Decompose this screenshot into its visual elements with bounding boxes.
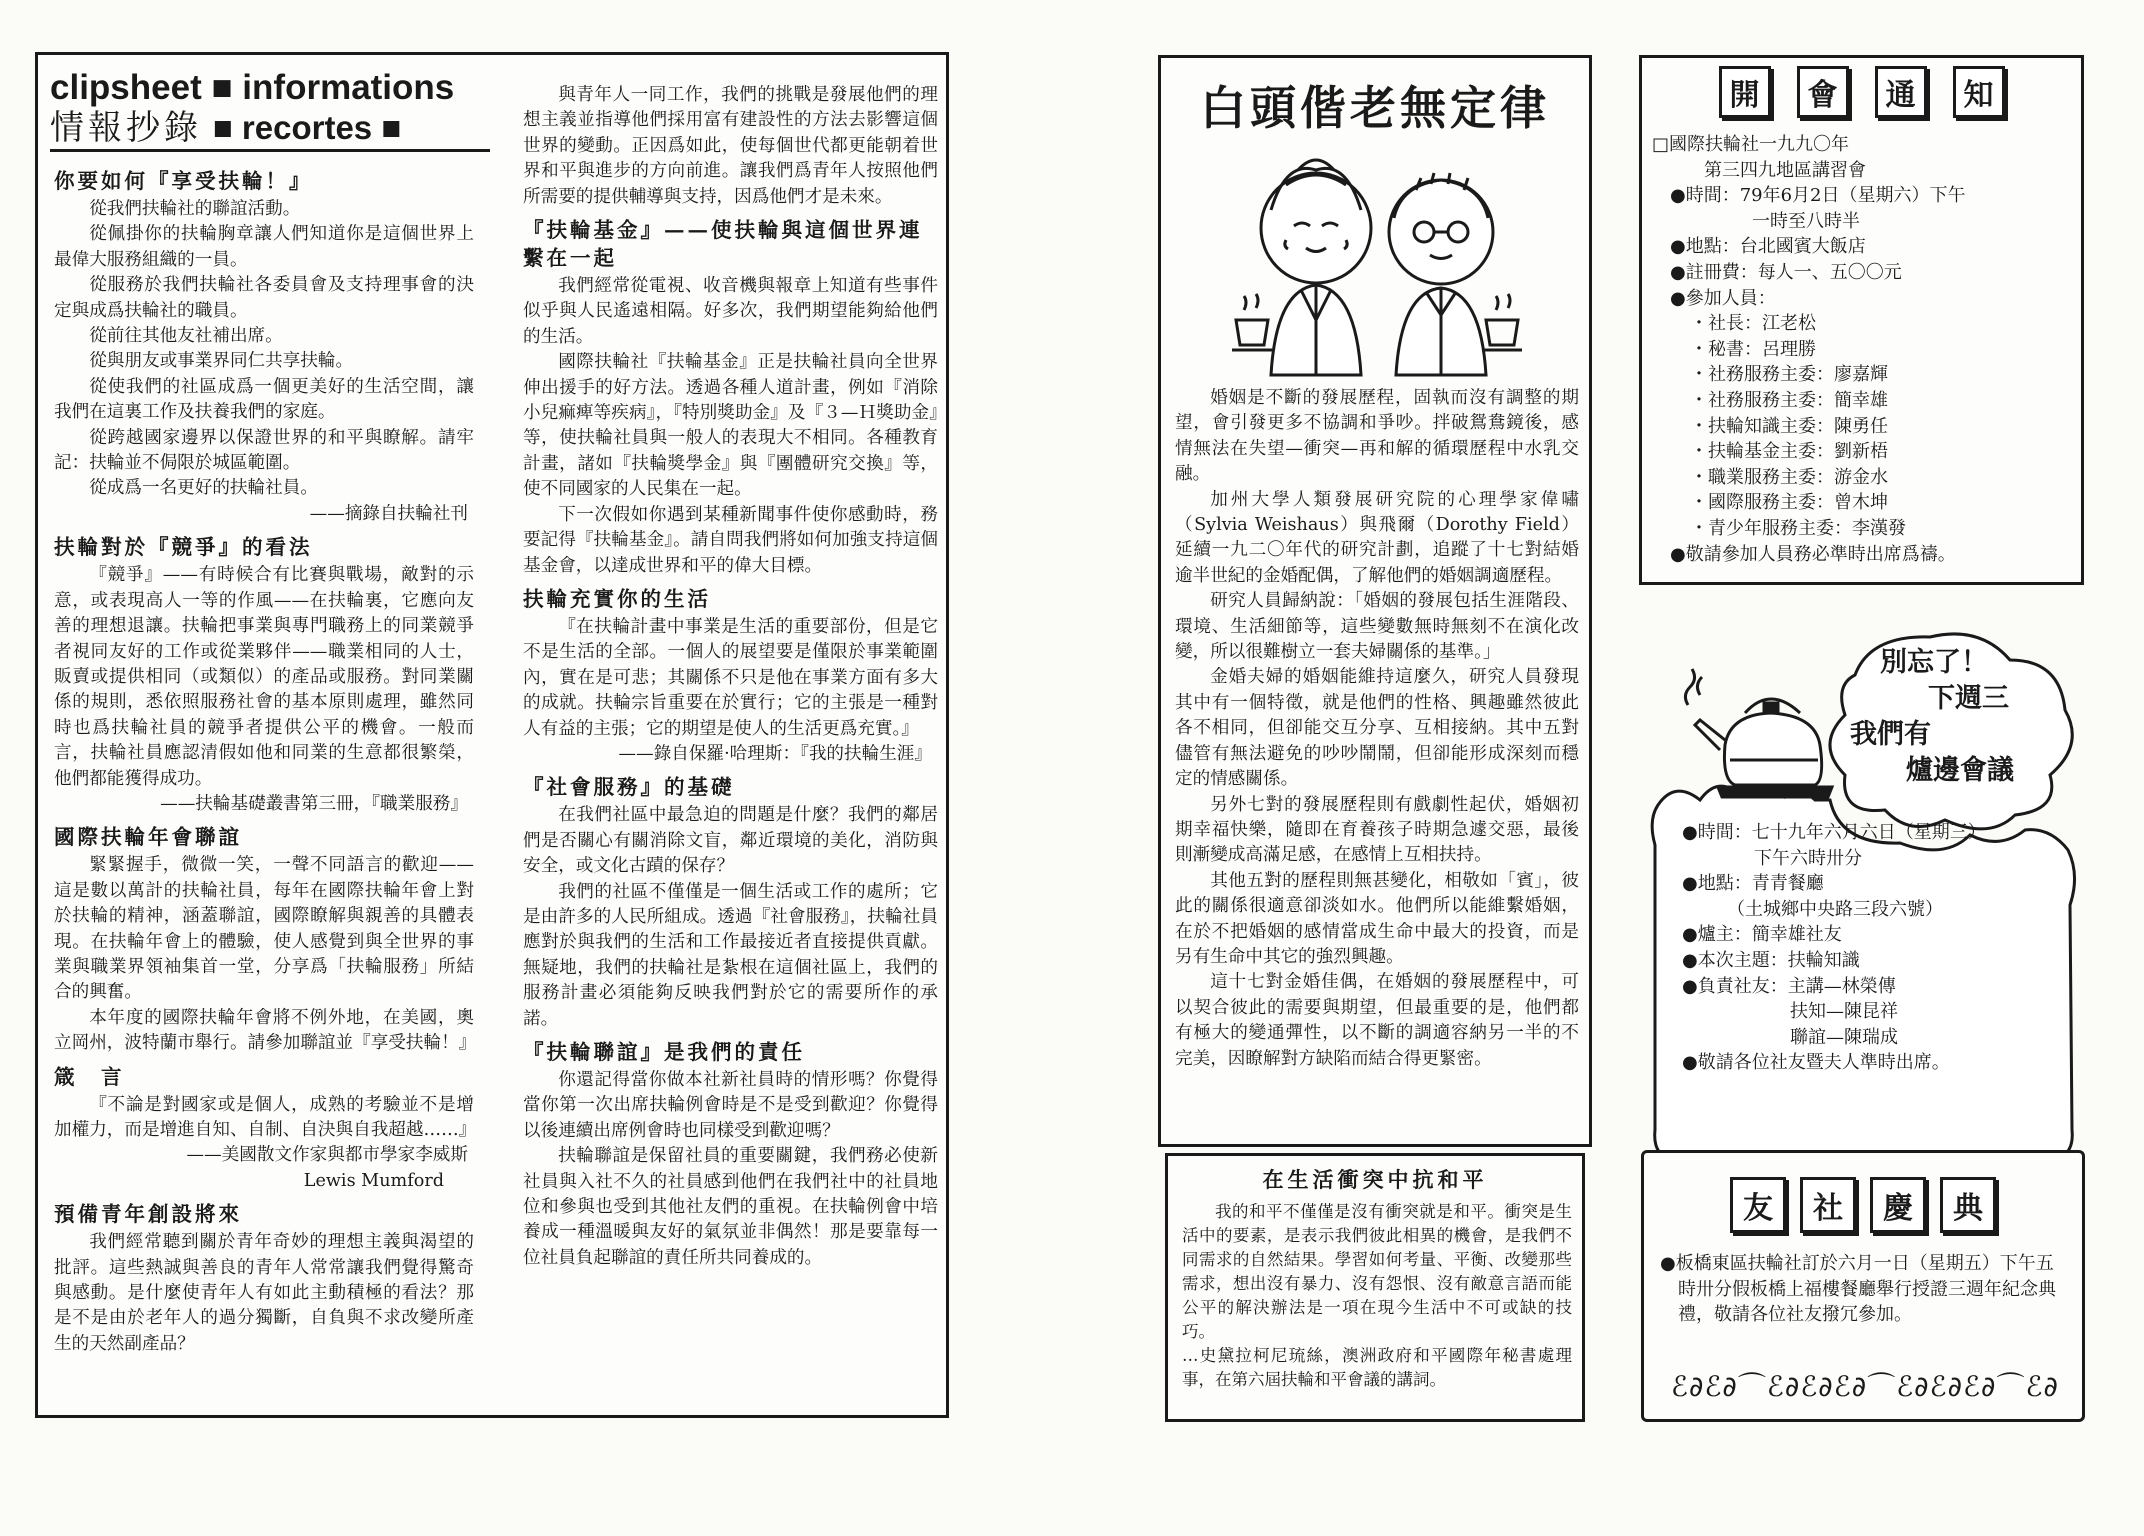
paragraph: 我們經常從電視、收音機與報章上知道有些事件似乎與人民遙遠相隔。好多次，我們期望能夠給他們的生活。 xyxy=(523,276,938,347)
notice-footer: ●敬請參加人員務必準時出席爲禱。 xyxy=(1670,543,1956,565)
attendee-item: ・青少年服務主委：李漢發 xyxy=(1690,517,1906,539)
notice-heading: □國際扶輪社一九九〇年 xyxy=(1652,134,1850,155)
peace-body xyxy=(1182,1200,1572,1392)
clipsheet-column-1 xyxy=(54,161,477,1357)
meeting-notice xyxy=(1639,55,2084,585)
title-char: 典 xyxy=(1940,1177,1996,1233)
notice-attendees-label: ●參加人員： xyxy=(1670,287,1776,309)
paragraph: 從跨越國家邊界以保證世界的和平與瞭解。請牢記：扶輪並不侷限於城區範圍。 xyxy=(54,427,474,474)
attendee-item: ・社務服務主委：簡幸雄 xyxy=(1690,389,1888,411)
decorative-border: ℰ∂ℰ∂⌒ℰ∂ℰ∂ℰ∂⌒ℰ∂ℰ∂ℰ∂⌒ℰ∂ xyxy=(1671,1370,2059,1403)
attendee-item: ・扶輪知識主委：陳勇任 xyxy=(1690,415,1888,437)
attendee-item: ・職業服務主委：游金水 xyxy=(1690,466,1888,488)
fireside-line: 下午六時卅分 xyxy=(1682,847,1862,869)
cloud-text xyxy=(1850,645,2060,789)
marriage-title: 白頭偕老無定律 xyxy=(1200,81,1550,135)
title-char: 開 xyxy=(1719,66,1771,118)
paragraph: 從成爲一名更好的扶輪社員。 xyxy=(89,478,318,499)
source-credit: ——摘錄自扶輪社刊 xyxy=(309,503,468,524)
paragraph: 你還記得當你做本社新社員時的情形嗎？你覺得當你第一次出席扶輪例會時是不是受到歡迎？你覺得以後連續出席例會時也同樣受到歡迎嗎？ xyxy=(523,1070,938,1141)
paragraph: 從與朋友或事業界同仁共享扶輪。 xyxy=(89,351,354,372)
peace-title: 在生活衝突中抗和平 xyxy=(1262,1167,1488,1192)
title-char: 通 xyxy=(1875,66,1927,118)
fireside-line: ●時間：七十九年六月六日（星期三） xyxy=(1682,822,1986,843)
paragraph: 緊緊握手，微微一笑，一聲不同語言的歡迎——這是數以萬計的扶輪社員，每年在國際扶輪年會上對於扶輪的精神，涵蓋聯誼，國際瞭解與親善的具體表現。在扶輪年會上的體驗，使人感覺到與全世界的事業與職業界領袖集首一堂，分享爲「扶輪服務」所結合的興奮。 xyxy=(54,855,474,1003)
paragraph: 婚姻是不斷的發展歷程，固執而沒有調整的期望，會引發更多不協調和爭吵。拌破鴛鴦鏡後，感情無法在失望—衝突—再和解的循環歷程中水乳交融。 xyxy=(1175,388,1579,485)
paragraph: 在我們社區中最急迫的問題是什麼？我們的鄰居們是否關心有關消除文盲，鄰近環境的美化，消防與安全，或文化古蹟的保存？ xyxy=(523,805,938,877)
paragraph: 從前往其他友社補出席。 xyxy=(89,326,283,347)
attendee-item: ・社長：江老松 xyxy=(1690,313,1816,335)
celebration-notice xyxy=(1641,1150,2085,1422)
fireside-line: 聯誼—陳瑞成 xyxy=(1682,1026,1898,1048)
marriage-article xyxy=(1158,55,1592,1147)
paragraph: 下一次假如你遇到某種新聞事件使你感動時，務要記得『扶輪基金』。請自問我們將如何加強支持這個基金會，以達成世界和平的偉大目標。 xyxy=(523,504,938,576)
paragraph: 與青年人一同工作，我們的挑戰是發展他們的理想主義並指導他們採用富有建設性的方法去影響這個世界的變動。正因爲如此，使每個世代都更能朝着世界和平與進步的方向前進。讓我們爲青年人按照他們所需要的提供輔導與支持，因爲他們才是未來。 xyxy=(523,85,938,207)
paragraph: 本年度的國際扶輪年會將不例外地，在美國，奧立岡州，波特蘭市舉行。請參加聯誼並『享受扶輪！』 xyxy=(54,1007,477,1054)
cloud-line: 下週三 xyxy=(1928,683,2009,714)
title-char: 友 xyxy=(1730,1177,1786,1233)
title-char: 知 xyxy=(1953,66,2005,118)
fireside-details xyxy=(1682,820,2072,1076)
section-title: 扶輪對於『競爭』的看法 xyxy=(54,535,313,560)
notice-place: ●地點：台北國賓大飯店 xyxy=(1670,236,1866,258)
paragraph: 這十七對金婚佳偶，在婚姻的發展歷程中，可以契合彼此的需要與期望，但最重要的是，他們都有極大的變通彈性，以不斷的調適容納另一半的不完美，因瞭解對方缺陷而結合得更緊密。 xyxy=(1175,972,1579,1069)
notice-title xyxy=(1642,66,2081,118)
paragraph: 從使我們的社區成爲一個更美好的生活空間，讓我們在這裏工作及扶養我們的家庭。 xyxy=(54,376,474,423)
clipsheet-column-2 xyxy=(523,83,938,1271)
banner-chinese: 情報抄錄 xyxy=(50,108,202,148)
cloud-line: 別忘了！ xyxy=(1880,647,1988,678)
clipsheet-banner xyxy=(50,69,490,152)
section-title: 『扶輪聯誼』是我們的責任 xyxy=(523,1040,805,1064)
source-credit: …史黛拉柯尼琉絲，澳洲政府和平國際年秘書處理事，在第六屆扶輪和平會議的講詞。 xyxy=(1182,1346,1572,1389)
section-title: 箴 言 xyxy=(54,1064,125,1089)
attendee-item: ・國際服務主委：曾木坤 xyxy=(1690,492,1888,514)
section-title: 『社會服務』的基礎 xyxy=(523,775,735,800)
title-char: 慶 xyxy=(1870,1177,1926,1233)
celebration-title xyxy=(1644,1177,2082,1233)
banner-recortes: ■ recortes ■ xyxy=(212,109,402,146)
banner-line-2 xyxy=(50,107,490,149)
fireside-line: ●敬請各位社友暨夫人準時出席。 xyxy=(1682,1052,1950,1074)
source-credit: ——錄自保羅·哈理斯：『我的扶輪生涯』 xyxy=(618,743,932,764)
paragraph: 加州大學人類發展研究院的心理學家偉嘯（Sylvia Weishaus）與飛爾（Dorothy Field）延續一九二〇年代的研究計劃，追蹤了十七對結婚逾半世紀的金婚配偶，了解他們的婚姻調適歷程。 xyxy=(1175,489,1579,586)
paragraph: 其他五對的歷程則無甚變化，相敬如「賓」，彼此的關係很適意卻淡如水。他們所以能維繫婚姻，在於不把婚姻的感情當成生命中最大的投資，而是另有生命中其它的強烈興趣。 xyxy=(1175,870,1579,967)
paragraph: 另外七對的發展歷程則有戲劇性起伏，婚姻初期幸福快樂，隨即在育養孩子時期急遽交惡，最後則漸變成高滿足感，在感情上互相扶持。 xyxy=(1175,794,1579,866)
fireside-meeting xyxy=(1640,615,2085,1175)
paragraph: 『不論是對國家或是個人，成熟的考驗並不是增加權力，而是增進自知、自制、自決與自我超越……』 xyxy=(54,1094,477,1140)
fireside-line: （土城鄉中央路三段六號） xyxy=(1682,898,1943,920)
fireside-line: 扶知—陳昆祥 xyxy=(1682,1001,1898,1023)
cloud-line: 我們有 xyxy=(1850,719,1931,750)
paragraph: 我的和平不僅僅是沒有衝突就是和平。衝突是生活中的要素，是表示我們彼此相異的機會，是我們不同需求的自然結果。學習如何考量、平衡、改變那些需求，想出沒有暴力、沒有怨恨、沒有敵意言語而能公平的解決辦法是一項在現今生活中不可或缺的技巧。 xyxy=(1182,1202,1572,1341)
paragraph: 我們經常聽到關於青年奇妙的理想主義與渴望的批評。這些熱誠與善良的青年人常常讓我們覺得驚奇與感動。是什麼使青年人有如此主動積極的看法？那是不是由於老年人的過分獨斷，自負與不求改變所產生的天然副產品？ xyxy=(54,1232,474,1354)
title-char: 會 xyxy=(1797,66,1849,118)
banner-line-1: clipsheet ■ informations xyxy=(50,68,455,107)
section-title: 預備青年創設將來 xyxy=(54,1202,242,1227)
elderly-couple-illustration xyxy=(1216,140,1536,390)
paragraph: 研究人員歸納說：「婚姻的發展包括生涯階段、環境、生活細節等，這些變數無時無刻不在演化改變，所以很難樹立一套夫婦關係的基準。」 xyxy=(1175,591,1579,663)
notice-time: ●時間：79年6月2日（星期六）下午 xyxy=(1670,185,1966,207)
paragraph: 『在扶輪計畫中事業是生活的重要部份，但是它不是生活的全部。一個人的展望要是僅限於事業範圍內，實在是可悲；其關係不只是他在事業方面有多大的成就。扶輪宗旨重要在於實行；它的主張是一種對人有益的主張；它的期望是使人的生活更爲充實。』 xyxy=(523,616,938,739)
paragraph: 國際扶輪社『扶輪基金』正是扶輪社員向全世界伸出援手的好方法。透過各種人道計畫，例如『消除小兒痲痺等疾病』，『特別獎助金』及『３—Ｈ獎助金』等，使扶輪社員與一般人的表現大不相同。各種教育計畫，諸如『扶輪獎學金』與『團體研究交換』等，使不同國家的人民集在一起。 xyxy=(523,352,938,500)
paragraph: 從我們扶輪社的聯誼活動。 xyxy=(89,199,301,219)
celebration-body: ●板橋東區扶輪社訂於六月一日（星期五）下午五時卅分假板橋上福樓餐廳舉行授證三週年紀念典禮，敬請各位社友撥冗參加。 xyxy=(1660,1253,2056,1326)
fireside-line: ●負責社友：主講—林榮傳 xyxy=(1682,975,1896,997)
paragraph: 從佩掛你的扶輪胸章讓人們知道你是這個世界上最偉大服務組織的一員。 xyxy=(54,224,474,270)
attendee-item: ・秘書：呂理勝 xyxy=(1690,338,1816,360)
source-credit-name: Lewis Mumford xyxy=(303,1170,444,1191)
paragraph: 我們的社區不僅僅是一個生活或工作的處所；它是由許多的人民所組成。透過『社會服務』，扶輪社員應對於與我們的生活和工作最接近者直接提供貢獻。無疑地，我們的扶輪社是紮根在這個社區上，我們的服務計畫必須能夠反映我們對於它的需要所作的承諾。 xyxy=(523,881,938,1029)
source-credit: ——扶輪基礎叢書第三冊，『職業服務』 xyxy=(160,793,468,814)
notice-time-cont: 一時至八時半 xyxy=(1752,210,1860,232)
paragraph: 扶輪聯誼是保留社員的重要關鍵，我們務必使新社員與入社不久的社員感到他們在我們社中的社員地位和參與也受到其他社友們的重視。在扶輪例會中培養成一種溫暖與友好的氣氛並非偶然！那是要靠每一位社員負起聯誼的責任所共同養成的。 xyxy=(523,1146,938,1268)
notice-fee: ●註冊費：每人一、五〇〇元 xyxy=(1670,261,1902,283)
paragraph: 從服務於我們扶輪社各委員會及支持理事會的決定與成爲扶輪社的職員。 xyxy=(54,275,474,321)
notice-heading: 第三四九地區講習會 xyxy=(1704,159,1866,181)
section-title: 扶輪充實你的生活 xyxy=(523,586,711,611)
source-credit: ——美國散文作家與都市學家李威斯 xyxy=(186,1145,468,1166)
clipsheet-panel xyxy=(35,52,949,1418)
section-title: 你要如何『享受扶輪！』 xyxy=(54,169,313,193)
notice-body xyxy=(1652,132,2077,567)
cloud-line: 爐邊會議 xyxy=(1906,755,2014,786)
fireside-line: ●地點：青青餐廳 xyxy=(1682,873,1824,895)
fireside-line: ●爐主：簡幸雄社友 xyxy=(1682,924,1842,946)
section-title: 國際扶輪年會聯誼 xyxy=(54,825,242,850)
title-char: 社 xyxy=(1800,1177,1856,1233)
section-title: 『扶輪基金』——使扶輪與這個世界連繫在一起 xyxy=(523,218,923,271)
paragraph: 『競爭』——有時候合有比賽與戰場，敵對的示意，或表現高人一等的作風——在扶輪裏，它應向友善的理想退讓。扶輪把事業與專門職務上的同業競爭者視同友好的工作或從業夥伴——職業相同的人士，販賣或提供相同（或類似）的產品或服務。對同業關係的規則，悉依照服務社會的基本原則處理，雖然同時也爲扶輪社員的競爭者提供公平的機會。一般而言，扶輪社員應認清假如他和同業的生意都很繁榮，他們都能獲得成功。 xyxy=(54,565,474,789)
peace-article xyxy=(1165,1153,1585,1422)
marriage-body xyxy=(1175,386,1579,1072)
fireside-line: ●本次主題：扶輪知識 xyxy=(1682,949,1860,971)
attendee-item: ・扶輪基金主委：劉新梧 xyxy=(1690,441,1888,463)
attendee-item: ・社務服務主委：廖嘉輝 xyxy=(1690,364,1888,386)
paragraph: 金婚夫婦的婚姻能維持這麼久，研究人員發現其中有一個特徵，就是他們的性格、興趣雖然彼此各不相同，但卻能交互分享、互相接納。其中五對儘管有無法避免的吵吵鬧鬧，但卻能形成深刻而穩定的情感關係。 xyxy=(1175,667,1579,790)
